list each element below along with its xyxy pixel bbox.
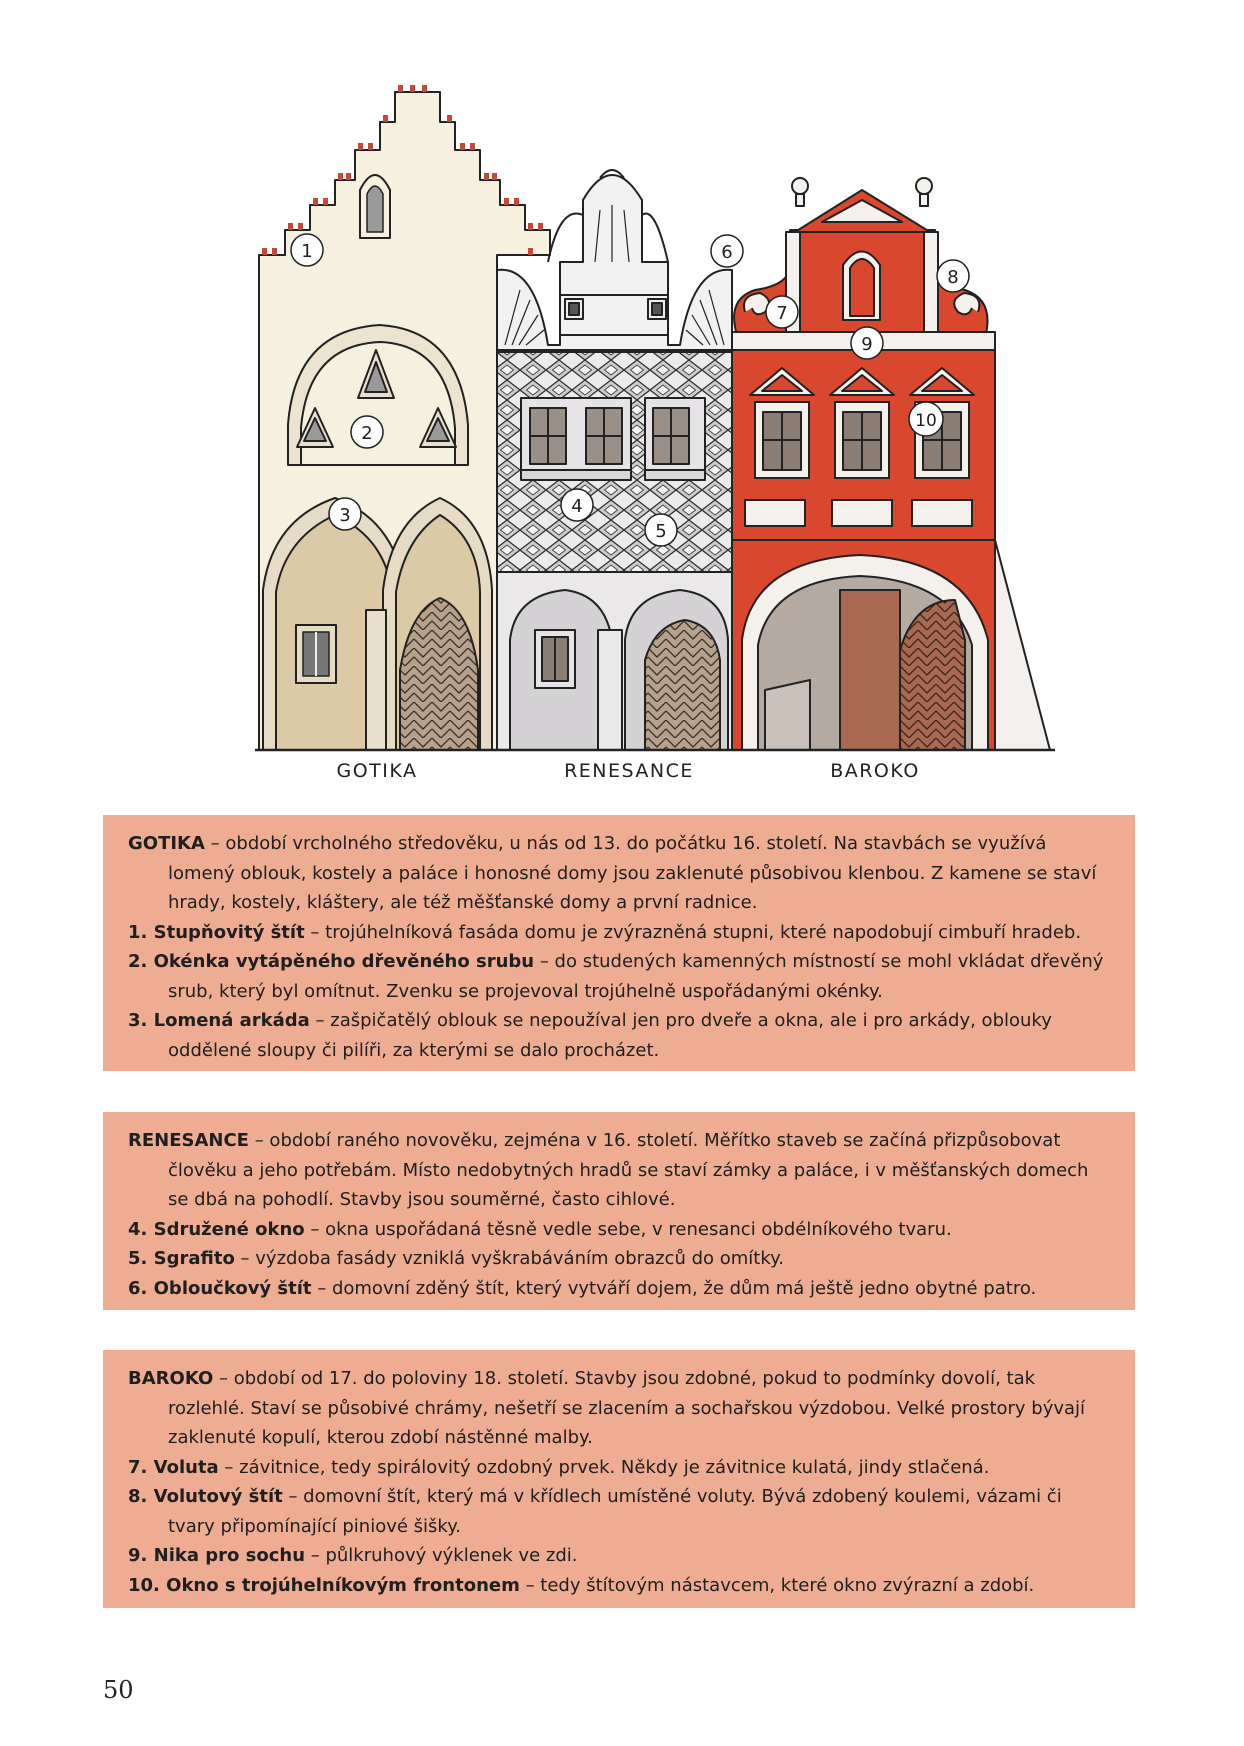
svg-text:10: 10 [915,411,937,431]
svg-text:8: 8 [947,267,959,288]
renesance-item-5: 5. Sgrafito – výzdoba fasády vzniklá vyškrabáváním obrazců do omítky. [128,1248,784,1269]
renesance-box [103,1112,1135,1310]
marker-7 [766,296,798,328]
baroko-item-7: 7. Voluta – závitnice, tedy spirálovitý ozdobný prvek. Někdy je závitnice kulatá, jindy stlačená. [128,1456,990,1478]
baroko-item-9: 9. Nika pro sochu – půlkruhový výklenek ve zdi. [128,1545,578,1566]
baroko-item-8: 8. Volutový štít – domovní štít, který má v křídlech umístěné voluty. Bývá zdobený koulemi, vázami či tvary připomínající piniové šišky. [128,1486,1062,1537]
svg-text:7: 7 [776,303,788,324]
marker-3 [329,498,361,530]
caption-gotika: GOTIKA [336,760,418,782]
gotika-box [103,815,1135,1071]
marker-1 [291,234,323,266]
renesance-item-6: 6. Obloučkový štít – domovní zděný štít, který vytváří dojem, že dům má ještě jedno obytné patro. [128,1277,1037,1299]
renesance-item-4: 4. Sdružené okno – okna uspořádaná těsně vedle sebe, v renesanci obdélníkového tvaru. [128,1218,952,1240]
architecture-illustration [0,0,1244,760]
marker-10 [909,402,943,436]
gotika-item-3: 3. Lomená arkáda – zašpičatělý oblouk se nepoužíval jen pro dveře a okna, ale i pro arkády, oblouky oddělené sloupy či pilíři, za kterými se dalo procházet. [128,1010,1052,1061]
baroque-house [732,178,1050,750]
gotika-item-2: 2. Okénka vytápěného dřevěného srubu – do studených kamenných místností se mohl vkládat dřevěný srub, který byl omítnut. Zvenku se projevoval trojúhelně uspořádanými okénky. [128,951,1104,1002]
gothic-pointed-arcade [263,498,492,750]
svg-text:3: 3 [339,505,351,526]
marker-9 [851,327,883,359]
baroko-intro: BAROKO – období od 17. do poloviny 18. století. Stavby jsou zdobné, pokud to podmínky dovolí, tak rozlehlé. Staví se působivé chrámy, nešetří se zlacením a sochařskou výzdobou. Velké prostory bývají zaklenuté kopulí, kterou zdobí nástěnné malby. [128,1368,1086,1448]
caption-baroko: BAROKO [830,760,920,782]
svg-text:2: 2 [361,423,373,444]
renaissance-house [497,170,732,750]
marker-6 [711,235,743,267]
svg-text:6: 6 [721,242,733,263]
svg-text:5: 5 [655,521,667,542]
gotika-item-1: 1. Stupňovitý štít – trojúhelníková fasáda domu je zvýrazněná stupni, které napodobují cimbuří hradeb. [128,921,1082,943]
caption-renesance: RENESANCE [564,760,694,782]
marker-5 [645,514,677,546]
marker-2 [351,416,383,448]
svg-text:4: 4 [571,496,583,517]
svg-text:9: 9 [861,334,873,355]
gotika-intro: GOTIKA – období vrcholného středověku, u nás od 13. do počátku 16. století. Na stavbách se využívá lomený oblouk, kostely a paláce i honosné domy jsou zaklenuté působivou klenbou. Z kamene se staví hrady, kostely, kláštery, ale též měšťanské domy a první radnice. [128,833,1097,913]
svg-text:1: 1 [301,241,313,262]
marker-8 [937,260,969,292]
baroque-pediment-windows [745,368,974,526]
baroko-item-10: 10. Okno s trojúhelníkovým frontonem – tedy štítovým nástavcem, které okno zvýrazní a zdobí. [128,1574,1035,1596]
page-number: 50 [103,1676,134,1704]
renesance-intro: RENESANCE – období raného novověku, zejména v 16. století. Měřítko staveb se začíná přizpůsobovat člověku a jeho potřebám. Místo nedobytných hradů se staví zámky a paláce, i v měšťanských domech se dbá na pohodlí. Stavby jsou souměrné, často cihlové. [128,1130,1089,1210]
renaissance-coupled-windows [521,398,705,480]
marker-4 [561,489,593,521]
baroko-box [103,1350,1135,1608]
